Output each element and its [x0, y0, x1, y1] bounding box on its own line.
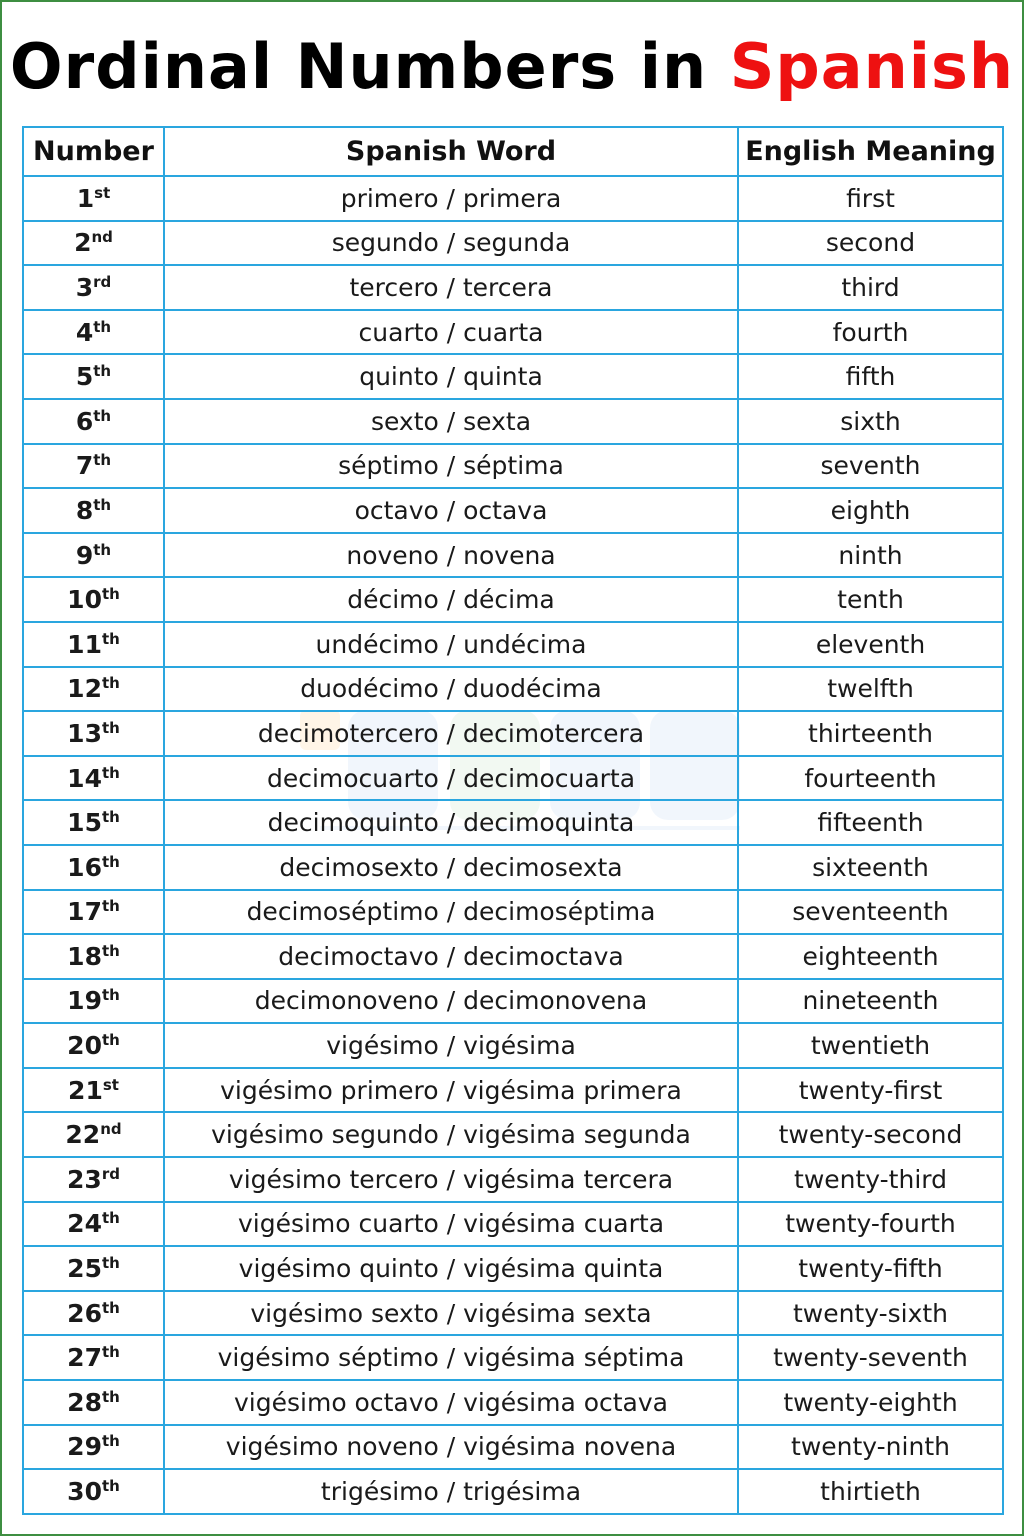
table-row — [23, 221, 1003, 266]
ordinal-suffix: rd — [93, 272, 112, 291]
ordinal-suffix: th — [93, 540, 112, 559]
ordinal-number-cell — [23, 1157, 164, 1202]
ordinal-suffix: th — [101, 1298, 120, 1317]
english-meaning-cell: twenty-fourth — [738, 1202, 1003, 1247]
ordinal-number: 25 — [67, 1254, 102, 1284]
english-meaning-cell: second — [738, 221, 1003, 266]
ordinal-number: 27 — [67, 1343, 102, 1373]
table-row — [23, 667, 1003, 712]
ordinal-suffix: th — [93, 317, 112, 336]
ordinal-number-cell — [23, 1291, 164, 1336]
ordinal-number-cell — [23, 444, 164, 489]
english-meaning-cell: thirteenth — [738, 711, 1003, 756]
ordinal-number-cell — [23, 1112, 164, 1157]
ordinal-number: 12 — [67, 674, 102, 704]
table-row — [23, 176, 1003, 221]
english-meaning-cell: sixth — [738, 399, 1003, 444]
spanish-word-cell: séptimo / séptima — [164, 444, 738, 489]
spanish-word-cell: decimoctavo / decimoctava — [164, 934, 738, 979]
page-title — [0, 24, 1024, 110]
ordinal-number-cell — [23, 577, 164, 622]
english-meaning-cell: eighteenth — [738, 934, 1003, 979]
english-meaning-cell: nineteenth — [738, 979, 1003, 1024]
spanish-word-cell: tercero / tercera — [164, 265, 738, 310]
ordinal-number: 3 — [75, 272, 94, 302]
spanish-word-cell: decimoséptimo / decimoséptima — [164, 890, 738, 935]
ordinal-number-cell — [23, 934, 164, 979]
table-row — [23, 1469, 1003, 1514]
header-english-meaning: English Meaning — [738, 127, 1003, 176]
table-row — [23, 756, 1003, 801]
english-meaning-cell: twenty-second — [738, 1112, 1003, 1157]
ordinal-suffix: nd — [100, 1120, 122, 1139]
ordinal-number-cell — [23, 1068, 164, 1113]
ordinal-number-cell — [23, 800, 164, 845]
ordinal-number: 10 — [67, 585, 102, 615]
ordinal-suffix: th — [101, 1209, 120, 1228]
english-meaning-cell: third — [738, 265, 1003, 310]
english-meaning-cell: ninth — [738, 533, 1003, 578]
title-accent: Spanish — [729, 30, 1015, 103]
ordinal-number-cell — [23, 1380, 164, 1425]
spanish-word-cell: decimosexto / decimosexta — [164, 845, 738, 890]
ordinal-number-cell — [23, 176, 164, 221]
spanish-word-cell: décimo / décima — [164, 577, 738, 622]
english-meaning-cell: fourth — [738, 310, 1003, 355]
english-meaning-cell: twenty-ninth — [738, 1425, 1003, 1470]
table-row — [23, 1157, 1003, 1202]
ordinal-suffix: st — [102, 1075, 119, 1094]
spanish-word-cell: quinto / quinta — [164, 354, 738, 399]
ordinal-number-cell — [23, 979, 164, 1024]
table-row — [23, 1291, 1003, 1336]
ordinal-suffix: th — [101, 1254, 120, 1273]
ordinal-number: 22 — [65, 1120, 101, 1150]
ordinal-number: 2 — [74, 228, 92, 258]
ordinal-number: 26 — [67, 1298, 102, 1328]
table-row — [23, 1425, 1003, 1470]
english-meaning-cell: tenth — [738, 577, 1003, 622]
table-row — [23, 1112, 1003, 1157]
spanish-word-cell: vigésimo octavo / vigésima octava — [164, 1380, 738, 1425]
table-row — [23, 577, 1003, 622]
spanish-word-cell: vigésimo segundo / vigésima segunda — [164, 1112, 738, 1157]
table-row — [23, 488, 1003, 533]
spanish-word-cell: undécimo / undécima — [164, 622, 738, 667]
table-row — [23, 444, 1003, 489]
ordinal-suffix: th — [101, 718, 120, 737]
spanish-word-cell: segundo / segunda — [164, 221, 738, 266]
english-meaning-cell: twenty-fifth — [738, 1246, 1003, 1291]
table-row — [23, 979, 1003, 1024]
ordinal-number-cell — [23, 533, 164, 578]
spanish-word-cell: vigésimo sexto / vigésima sexta — [164, 1291, 738, 1336]
ordinal-number: 16 — [67, 852, 102, 882]
table-row — [23, 533, 1003, 578]
ordinal-suffix: th — [101, 763, 120, 782]
ordinal-number-cell — [23, 1335, 164, 1380]
ordinal-number: 24 — [67, 1209, 102, 1239]
english-meaning-cell: twenty-first — [738, 1068, 1003, 1113]
table-row — [23, 1023, 1003, 1068]
table-row — [23, 354, 1003, 399]
ordinal-number-cell — [23, 488, 164, 533]
ordinal-number: 6 — [75, 406, 94, 436]
english-meaning-cell: twenty-sixth — [738, 1291, 1003, 1336]
ordinal-number-cell — [23, 1202, 164, 1247]
table-row — [23, 265, 1003, 310]
ordinal-number-cell — [23, 221, 164, 266]
table-row — [23, 711, 1003, 756]
table-row — [23, 890, 1003, 935]
ordinal-suffix: th — [93, 406, 112, 425]
english-meaning-cell: twelfth — [738, 667, 1003, 712]
header-spanish-word: Spanish Word — [164, 127, 738, 176]
ordinal-number: 9 — [75, 540, 94, 570]
ordinal-number-cell — [23, 1425, 164, 1470]
ordinal-number: 14 — [67, 763, 102, 793]
ordinal-suffix: th — [101, 808, 120, 827]
ordinal-suffix: st — [94, 183, 111, 202]
ordinal-number: 17 — [67, 897, 102, 927]
ordinal-suffix: th — [101, 897, 120, 916]
ordinal-number-cell — [23, 1246, 164, 1291]
english-meaning-cell: eleventh — [738, 622, 1003, 667]
ordinal-suffix: th — [93, 362, 112, 381]
english-meaning-cell: fifth — [738, 354, 1003, 399]
english-meaning-cell: fifteenth — [738, 800, 1003, 845]
ordinal-suffix: rd — [101, 1164, 120, 1183]
english-meaning-cell: seventh — [738, 444, 1003, 489]
ordinal-number: 21 — [68, 1075, 103, 1105]
spanish-word-cell: vigésimo / vigésima — [164, 1023, 738, 1068]
ordinal-suffix: th — [101, 629, 120, 648]
ordinal-number-cell — [23, 1469, 164, 1514]
ordinal-number-cell — [23, 711, 164, 756]
ordinal-number: 5 — [75, 362, 94, 392]
english-meaning-cell: fourteenth — [738, 756, 1003, 801]
ordinal-number: 20 — [67, 1031, 102, 1061]
spanish-word-cell: vigésimo primero / vigésima primera — [164, 1068, 738, 1113]
english-meaning-cell: twentieth — [738, 1023, 1003, 1068]
ordinal-number-cell — [23, 890, 164, 935]
ordinal-number: 4 — [75, 317, 94, 347]
ordinal-suffix: nd — [91, 228, 113, 247]
table-row — [23, 1068, 1003, 1113]
english-meaning-cell: twenty-third — [738, 1157, 1003, 1202]
spanish-word-cell: cuarto / cuarta — [164, 310, 738, 355]
ordinal-number: 28 — [67, 1387, 102, 1417]
spanish-word-cell: sexto / sexta — [164, 399, 738, 444]
ordinal-suffix: th — [101, 585, 120, 604]
spanish-word-cell: duodécimo / duodécima — [164, 667, 738, 712]
spanish-word-cell: decimoquinto / decimoquinta — [164, 800, 738, 845]
english-meaning-cell: sixteenth — [738, 845, 1003, 890]
ordinal-number: 8 — [75, 495, 94, 525]
ordinal-number-cell — [23, 1023, 164, 1068]
ordinal-number-cell — [23, 845, 164, 890]
ordinal-suffix: th — [101, 852, 120, 871]
table-body — [23, 176, 1003, 1514]
ordinal-number: 7 — [75, 451, 94, 481]
ordinal-number-cell — [23, 265, 164, 310]
ordinal-number-cell — [23, 622, 164, 667]
table-row — [23, 1380, 1003, 1425]
table-row — [23, 1246, 1003, 1291]
table-row — [23, 622, 1003, 667]
spanish-word-cell: vigésimo noveno / vigésima novena — [164, 1425, 738, 1470]
ordinal-number: 15 — [67, 808, 102, 838]
ordinal-number: 19 — [67, 986, 102, 1016]
ordinal-suffix: th — [101, 1387, 120, 1406]
ordinal-table — [22, 126, 1004, 1515]
ordinal-suffix: th — [93, 451, 112, 470]
ordinal-number: 18 — [67, 941, 102, 971]
ordinal-number: 29 — [67, 1432, 102, 1462]
spanish-word-cell: octavo / octava — [164, 488, 738, 533]
spanish-word-cell: decimotercero / decimotercera — [164, 711, 738, 756]
table-row — [23, 800, 1003, 845]
spanish-word-cell: decimocuarto / decimocuarta — [164, 756, 738, 801]
ordinal-suffix: th — [101, 1343, 120, 1362]
ordinal-number-cell — [23, 310, 164, 355]
table-header-row — [23, 127, 1003, 176]
ordinal-number-cell — [23, 667, 164, 712]
spanish-word-cell: vigésimo séptimo / vigésima séptima — [164, 1335, 738, 1380]
table-row — [23, 845, 1003, 890]
english-meaning-cell: seventeenth — [738, 890, 1003, 935]
ordinal-suffix: th — [93, 495, 112, 514]
ordinal-number: 23 — [67, 1164, 102, 1194]
header-number: Number — [23, 127, 164, 176]
ordinal-number: 11 — [67, 629, 102, 659]
english-meaning-cell: thirtieth — [738, 1469, 1003, 1514]
ordinal-suffix: th — [101, 674, 120, 693]
ordinal-number: 13 — [67, 718, 102, 748]
spanish-word-cell: vigésimo cuarto / vigésima cuarta — [164, 1202, 738, 1247]
ordinal-suffix: th — [101, 1432, 120, 1451]
ordinal-number-cell — [23, 399, 164, 444]
english-meaning-cell: twenty-eighth — [738, 1380, 1003, 1425]
spanish-word-cell: trigésimo / trigésima — [164, 1469, 738, 1514]
spanish-word-cell: vigésimo tercero / vigésima tercera — [164, 1157, 738, 1202]
english-meaning-cell: eighth — [738, 488, 1003, 533]
title-main: Ordinal Numbers in — [9, 30, 708, 103]
english-meaning-cell: first — [738, 176, 1003, 221]
ordinal-number: 30 — [67, 1477, 102, 1507]
table-row — [23, 934, 1003, 979]
spanish-word-cell: vigésimo quinto / vigésima quinta — [164, 1246, 738, 1291]
table-row — [23, 310, 1003, 355]
ordinal-suffix: th — [101, 1031, 120, 1050]
table-row — [23, 399, 1003, 444]
spanish-word-cell: primero / primera — [164, 176, 738, 221]
english-meaning-cell: twenty-seventh — [738, 1335, 1003, 1380]
table-row — [23, 1202, 1003, 1247]
ordinal-number-cell — [23, 756, 164, 801]
table-row — [23, 1335, 1003, 1380]
ordinal-number: 1 — [76, 183, 95, 213]
spanish-word-cell: noveno / novena — [164, 533, 738, 578]
ordinal-suffix: th — [101, 1477, 120, 1496]
ordinal-number-cell — [23, 354, 164, 399]
spanish-word-cell: decimonoveno / decimonovena — [164, 979, 738, 1024]
ordinal-suffix: th — [101, 986, 120, 1005]
ordinal-suffix: th — [101, 941, 120, 960]
